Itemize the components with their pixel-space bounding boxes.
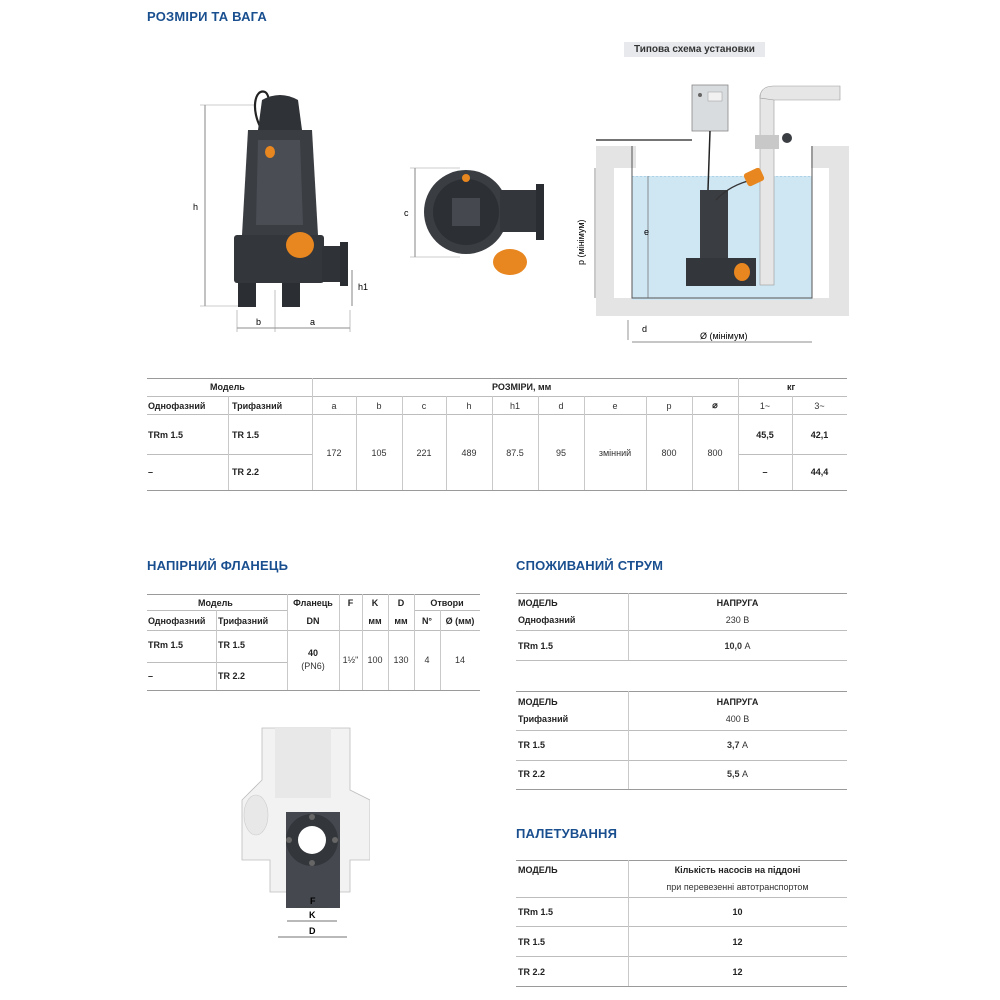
label-h: h bbox=[193, 202, 199, 212]
label-diam: Ø (мінімум) bbox=[700, 331, 748, 341]
flange-row2-three: TR 2.2 bbox=[218, 671, 246, 681]
dims-model-header: Модель bbox=[210, 382, 245, 392]
flange-model-header: Модель bbox=[198, 598, 233, 608]
label-e: e bbox=[644, 227, 650, 237]
val-a: 172 bbox=[326, 448, 342, 458]
label-d: d bbox=[642, 324, 648, 334]
dims-row2-single: – bbox=[148, 467, 154, 477]
section-title-dimensions: РОЗМІРИ ТА ВАГА bbox=[147, 9, 268, 24]
label-D: D bbox=[309, 926, 316, 936]
pallet-row2-model: TR 1.5 bbox=[518, 937, 546, 947]
label-F: F bbox=[310, 896, 316, 906]
label-K: K bbox=[309, 910, 316, 920]
current-three-row1-value: 3,7 А bbox=[726, 740, 749, 750]
val-b: 105 bbox=[371, 448, 387, 458]
col-weight-1: 1~ bbox=[759, 401, 771, 411]
flange-dn-value: 40 bbox=[307, 648, 318, 658]
flange-row1-three: TR 1.5 bbox=[218, 640, 246, 650]
flange-row2-single: – bbox=[148, 671, 154, 681]
current-single-phase: Однофазний bbox=[518, 615, 576, 625]
flange-K-value: 100 bbox=[367, 655, 383, 665]
pallet-row3-model: TR 2.2 bbox=[518, 967, 546, 977]
current-three-voltage: 400 В bbox=[725, 714, 750, 724]
col-h: h bbox=[466, 401, 472, 411]
pallet-row3-value: 12 bbox=[732, 967, 743, 977]
col-e: e bbox=[612, 401, 618, 411]
pallet-header: Кількість насосів на піддоні bbox=[674, 865, 801, 875]
flange-single-phase-header: Однофазний bbox=[148, 616, 206, 626]
col-diameter: ⌀ bbox=[712, 400, 718, 410]
pump-side-view-drawing bbox=[150, 80, 375, 340]
flange-pn-value: (PN6) bbox=[301, 661, 325, 671]
label-p: p (мінімум) bbox=[576, 219, 586, 265]
dims-row2-three: TR 2.2 bbox=[232, 467, 260, 477]
label-a: a bbox=[310, 317, 316, 327]
current-three-row2-model: TR 2.2 bbox=[518, 769, 546, 779]
pallet-row1-model: TRm 1.5 bbox=[518, 907, 554, 917]
flange-K-unit: мм bbox=[368, 616, 382, 626]
flange-header: Фланець bbox=[293, 598, 333, 608]
flange-holes-n-value: 4 bbox=[424, 655, 430, 665]
val-p: 800 bbox=[661, 448, 677, 458]
current-three-row2-value: 5,5 А bbox=[726, 769, 749, 779]
label-h1: h1 bbox=[358, 282, 369, 292]
col-h1: h1 bbox=[509, 401, 520, 411]
val-w1-row2: – bbox=[762, 467, 768, 477]
flange-K-header: K bbox=[371, 598, 379, 608]
val-e: змінний bbox=[598, 448, 632, 458]
col-weight-3: 3~ bbox=[814, 401, 825, 411]
val-w3-row2: 44,4 bbox=[810, 467, 829, 477]
flange-row1-single: TRm 1.5 bbox=[148, 640, 184, 650]
flange-D-value: 130 bbox=[393, 655, 409, 665]
dims-row1-single: TRm 1.5 bbox=[148, 430, 184, 440]
flange-F-value: 1½" bbox=[342, 655, 359, 665]
current-single-voltage-label: НАПРУГА bbox=[716, 598, 759, 608]
dims-row1-three: TR 1.5 bbox=[232, 430, 260, 440]
label-b: b bbox=[256, 317, 262, 327]
col-c: c bbox=[421, 401, 427, 411]
col-d: d bbox=[558, 401, 564, 411]
val-h: 489 bbox=[461, 448, 477, 458]
flange-drawing bbox=[230, 725, 370, 945]
dims-single-phase-header: Однофазний bbox=[148, 401, 206, 411]
current-single-model-header: МОДЕЛЬ bbox=[518, 598, 558, 608]
pallet-row1-value: 10 bbox=[732, 907, 743, 917]
flange-holes-header: Отвори bbox=[430, 598, 464, 608]
flange-D-unit: мм bbox=[394, 616, 408, 626]
current-three-row1-model: TR 1.5 bbox=[518, 740, 546, 750]
val-w3-row1: 42,1 bbox=[810, 430, 829, 440]
val-h1: 87.5 bbox=[506, 448, 524, 458]
section-title-flange: НАПІРНИЙ ФЛАНЕЦЬ bbox=[147, 558, 289, 573]
installation-schematic bbox=[570, 75, 855, 350]
dims-sizes-header: РОЗМІРИ, мм bbox=[492, 382, 552, 392]
pump-top-view-drawing bbox=[400, 155, 550, 285]
current-three-voltage-label: НАПРУГА bbox=[716, 697, 759, 707]
current-single-row-model: TRm 1.5 bbox=[518, 641, 554, 651]
val-w1-row1: 45,5 bbox=[756, 430, 774, 440]
flange-three-phase-header: Трифазний bbox=[218, 616, 269, 626]
col-a: a bbox=[331, 401, 337, 411]
flange-dn-header: DN bbox=[306, 616, 320, 626]
section-title-pallet: ПАЛЕТУВАННЯ bbox=[516, 826, 618, 841]
dims-weight-header: кг bbox=[787, 382, 796, 392]
val-d: 95 bbox=[555, 448, 566, 458]
col-b: b bbox=[376, 401, 382, 411]
current-single-row-value: 10,0 А bbox=[724, 641, 751, 651]
col-p: p bbox=[666, 401, 672, 411]
label-c: c bbox=[404, 208, 409, 218]
current-single-voltage: 230 В bbox=[725, 615, 750, 625]
flange-F-header: F bbox=[347, 598, 354, 608]
pallet-subheader: при перевезенні автотранспортом bbox=[666, 882, 809, 892]
section-title-current: СПОЖИВАНИЙ СТРУМ bbox=[516, 558, 664, 573]
current-three-model-header: МОДЕЛЬ bbox=[518, 697, 558, 707]
val-c: 221 bbox=[416, 448, 432, 458]
val-diameter: 800 bbox=[707, 448, 723, 458]
flange-holes-d-value: 14 bbox=[454, 655, 465, 665]
flange-D-header: D bbox=[397, 598, 405, 608]
flange-holes-d-header: Ø (мм) bbox=[445, 616, 475, 626]
pallet-row2-value: 12 bbox=[732, 937, 743, 947]
dims-three-phase-header: Трифазний bbox=[232, 401, 283, 411]
install-schema-title: Типова схема установки bbox=[624, 42, 765, 57]
current-three-phase: Трифазний bbox=[518, 714, 569, 724]
pallet-model-header: МОДЕЛЬ bbox=[518, 865, 558, 875]
flange-holes-n-header: N° bbox=[421, 616, 433, 626]
